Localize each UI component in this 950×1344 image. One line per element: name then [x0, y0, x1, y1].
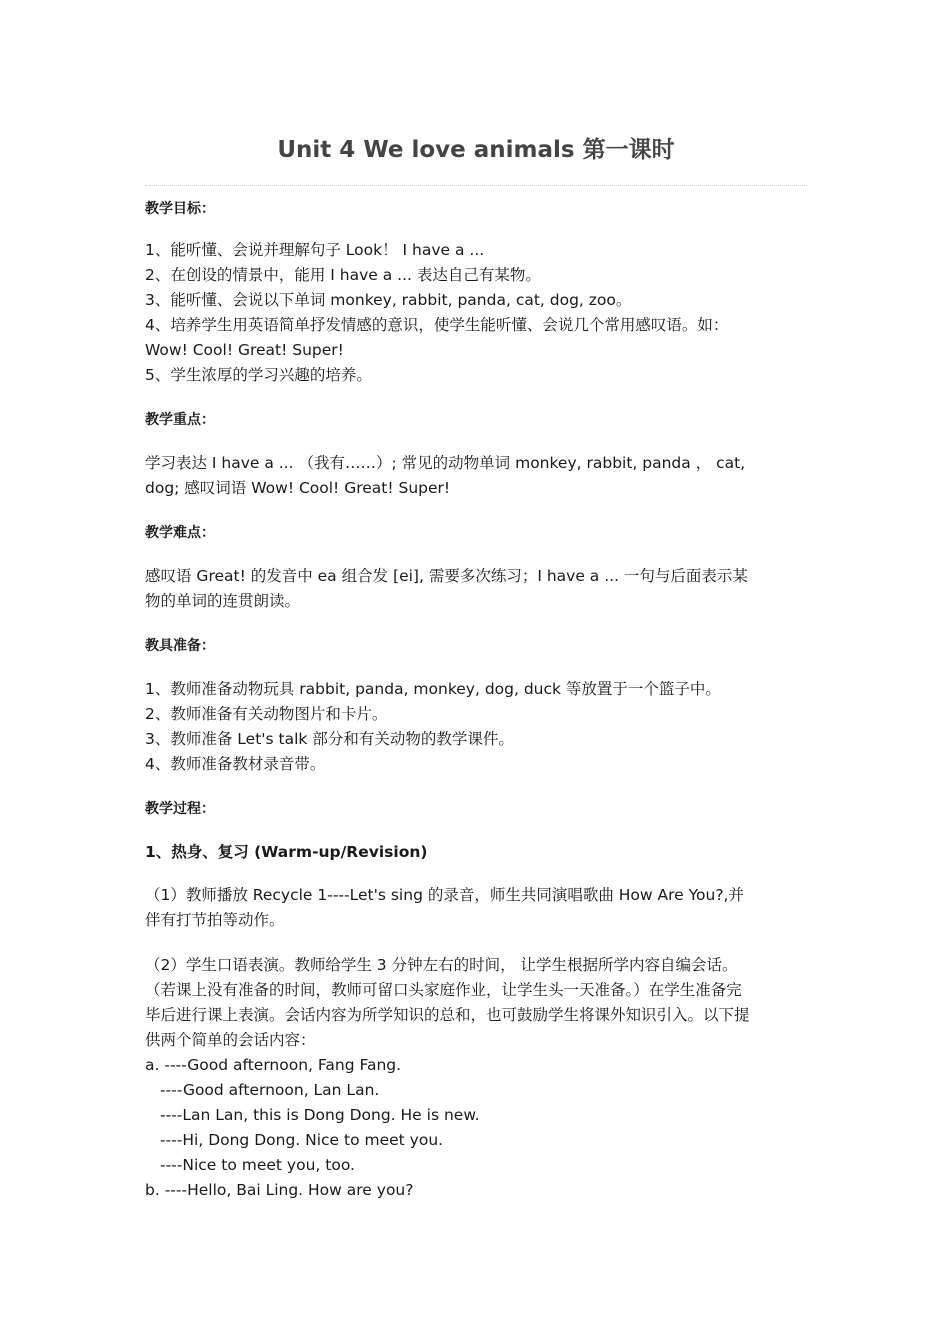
objective-line: 4、培养学生用英语简单抒发情感的意识，使学生能听懂、会说几个常用感叹语。如：: [145, 316, 729, 334]
paragraph-line: （1）教师播放 Recycle 1----Let's sing 的录音，师生共同演唱歌曲 How Are You?,并: [145, 886, 744, 904]
objective-line: Wow! Cool! Great! Super!: [145, 341, 344, 359]
paragraph-line: （若课上没有准备的时间，教师可留口头家庭作业，让学生头一天准备。）在学生准备完: [145, 981, 742, 999]
step1-paragraph-1: [145, 883, 807, 933]
title-divider: [145, 185, 807, 186]
material-line: 2、教师准备有关动物图片和卡片。: [145, 705, 388, 723]
paragraph-line: （2）学生口语表演。教师给学生 3 分钟左右的时间， 让学生根据所学内容自编会话。: [145, 956, 738, 974]
key-points-line: 学习表达 I have a ... （我有……）; 常见的动物单词 monkey, rabbit, panda ， cat,: [145, 454, 746, 472]
material-line: 4、教师准备教材录音带。: [145, 755, 326, 773]
objective-line: 5、学生浓厚的学习兴趣的培养。: [145, 366, 372, 384]
dialogue-line: ----Lan Lan, this is Dong Dong. He is new.: [160, 1106, 480, 1124]
material-line: 3、教师准备 Let's talk 部分和有关动物的教学课件。: [145, 730, 514, 748]
paragraph-line: 供两个简单的会话内容：: [145, 1031, 316, 1049]
paragraph-line: 毕后进行课上表演。会话内容为所学知识的总和，也可鼓励学生将课外知识引入。以下提: [145, 1006, 750, 1024]
difficulties-heading: 教学难点：: [145, 525, 215, 541]
key-points-heading: 教学重点：: [145, 412, 215, 428]
objectives-heading: 教学目标：: [145, 201, 215, 217]
paragraph-line: 伴有打节拍等动作。: [145, 911, 285, 929]
dialogue-line: a. ----Good afternoon, Fang Fang.: [145, 1056, 402, 1074]
dialogue-line: b. ----Hello, Bai Ling. How are you?: [145, 1181, 414, 1199]
objective-line: 3、能听懂、会说以下单词 monkey, rabbit, panda, cat, dog, zoo。: [145, 291, 632, 309]
step1-paragraph-2: [145, 953, 807, 1203]
key-points-text: [145, 451, 807, 501]
dialogue-line: ----Good afternoon, Lan Lan.: [160, 1081, 380, 1099]
difficulties-line: 感叹语 Great! 的发音中 ea 组合发 [ei], 需要多次练习；I have a ... 一句与后面表示某: [145, 567, 748, 585]
dialogue-line: ----Nice to meet you, too.: [160, 1156, 355, 1174]
key-points-line: dog; 感叹词语 Wow! Cool! Great! Super!: [145, 479, 451, 497]
difficulties-line: 物的单词的连贯朗读。: [145, 592, 301, 610]
material-line: 1、教师准备动物玩具 rabbit, panda, monkey, dog, duck 等放置于一个篮子中。: [145, 680, 721, 698]
materials-list: [145, 677, 807, 777]
objectives-list: [145, 238, 807, 388]
materials-heading: 教具准备：: [145, 638, 215, 654]
page-title: Unit 4 We love animals 第一课时: [277, 137, 675, 163]
difficulties-text: [145, 564, 807, 614]
objective-line: 2、在创设的情景中，能用 I have a ... 表达自己有某物。: [145, 266, 541, 284]
objective-line: 1、能听懂、会说并理解句子 Look！ I have a ...: [145, 241, 485, 259]
process-heading: 教学过程：: [145, 801, 215, 817]
dialogue-line: ----Hi, Dong Dong. Nice to meet you.: [160, 1131, 444, 1149]
step1-heading: 1、热身、复习 (Warm-up/Revision): [145, 843, 428, 861]
